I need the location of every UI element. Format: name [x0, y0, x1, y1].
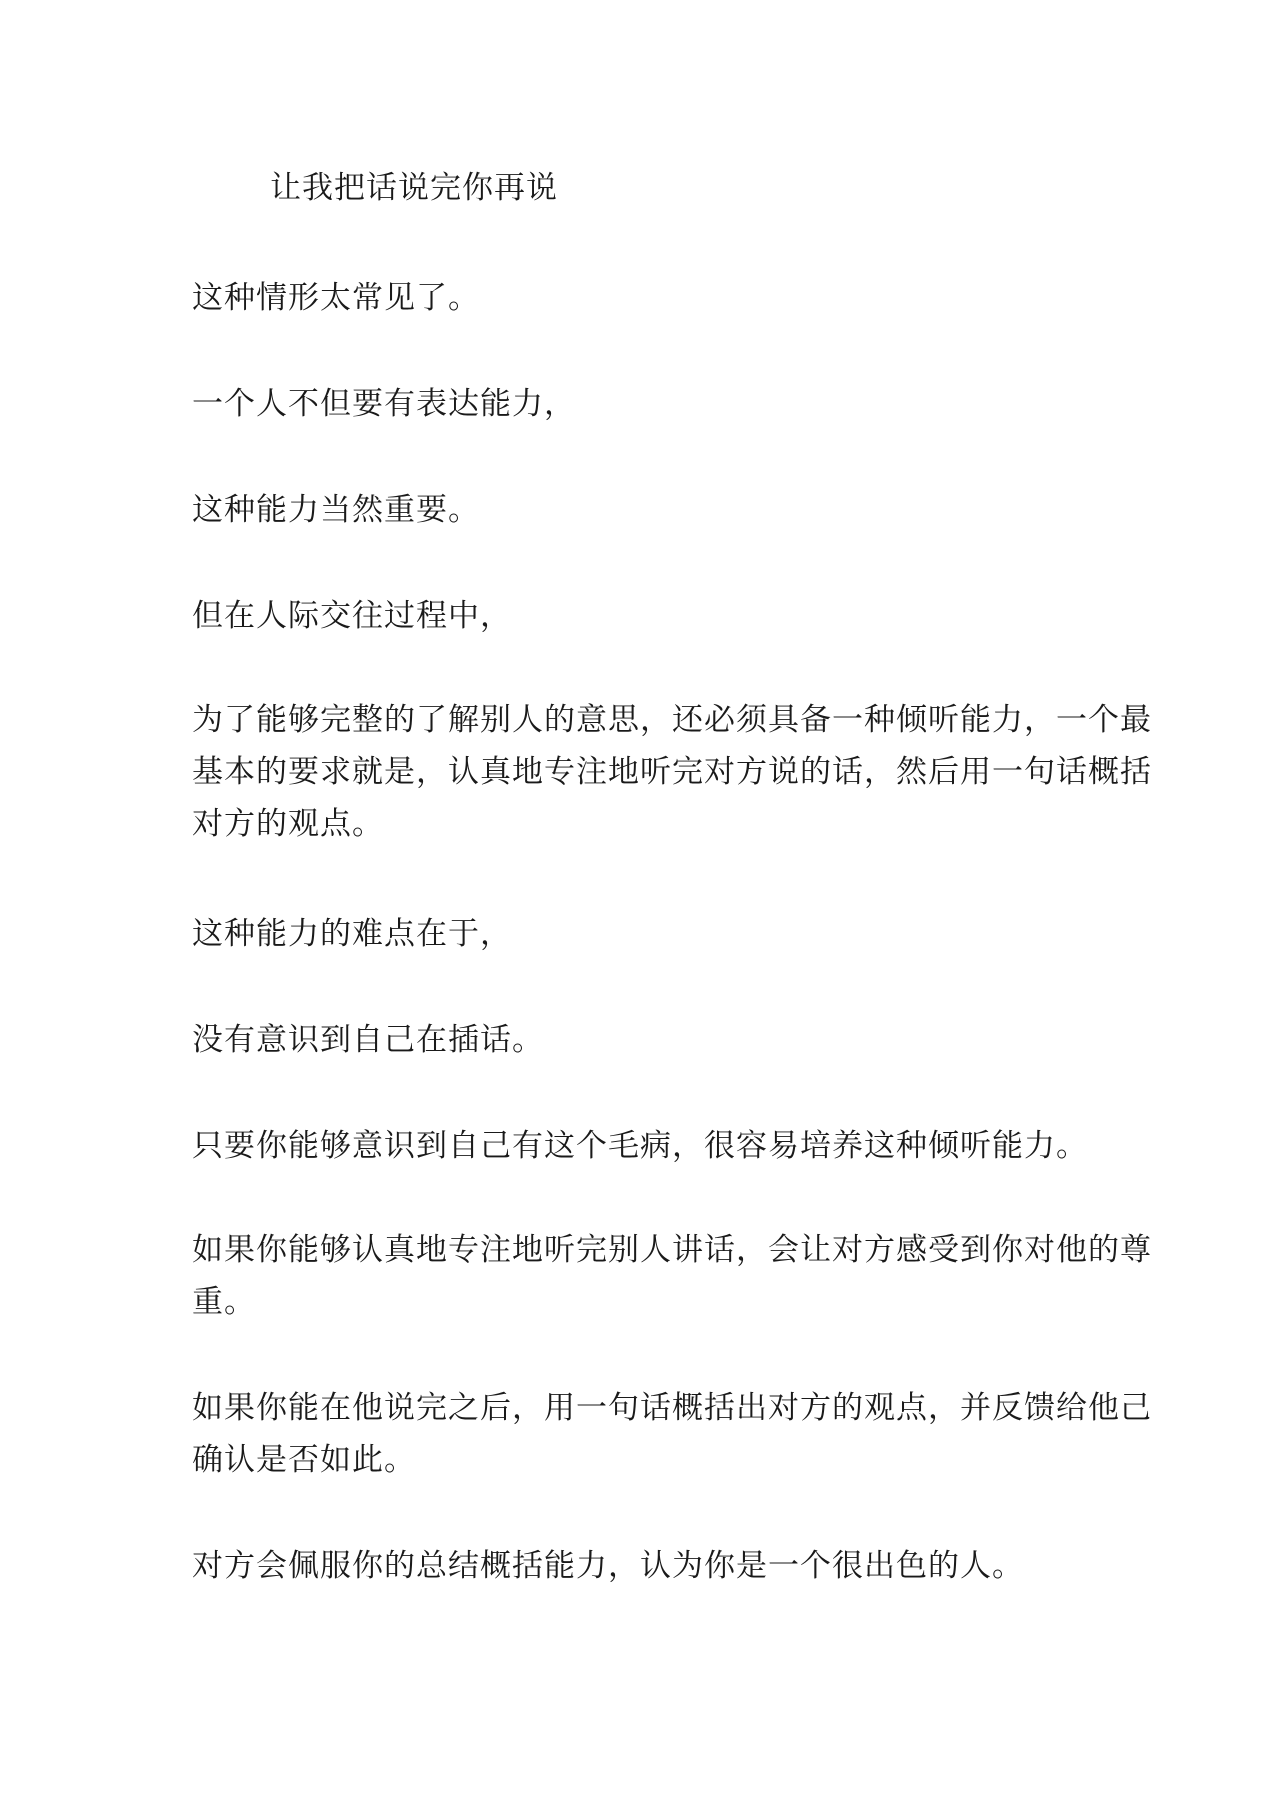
paragraph-5 [192, 694, 1152, 850]
paragraph-8: 只要你能够意识到自己有这个毛病，很容易培养这种倾听能力。 [192, 1128, 1088, 1164]
paragraph-10 [192, 1382, 1152, 1486]
paragraph-11: 对方会佩服你的总结概括能力，认为你是一个很出色的人。 [192, 1548, 1024, 1584]
paragraph-5-line-1: 为了能够完整的了解别人的意思，还必须具备一种倾听能力，一个最 [192, 702, 1152, 738]
paragraph-2: 一个人不但要有表达能力， [192, 386, 576, 422]
paragraph-7: 没有意识到自己在插话。 [192, 1022, 544, 1058]
paragraph-4: 但在人际交往过程中， [192, 598, 512, 634]
paragraph-10-line-1: 如果你能在他说完之后，用一句话概括出对方的观点，并反馈给他己 [192, 1390, 1152, 1426]
paragraph-5-line-2: 基本的要求就是，认真地专注地听完对方说的话，然后用一句话概括 [192, 754, 1152, 790]
paragraph-9 [192, 1224, 1152, 1328]
paragraph-1: 这种情形太常见了。 [192, 280, 480, 316]
paragraph-6: 这种能力的难点在于， [192, 916, 512, 952]
paragraph-3: 这种能力当然重要。 [192, 492, 480, 528]
paragraph-10-line-2: 确认是否如此。 [192, 1442, 416, 1478]
document-title: 让我把话说完你再说 [270, 170, 558, 206]
paragraph-5-line-3: 对方的观点。 [192, 806, 384, 842]
paragraph-9-line-1: 如果你能够认真地专注地听完别人讲话，会让对方感受到你对他的尊 [192, 1232, 1152, 1268]
paragraph-9-line-2: 重。 [192, 1284, 256, 1320]
